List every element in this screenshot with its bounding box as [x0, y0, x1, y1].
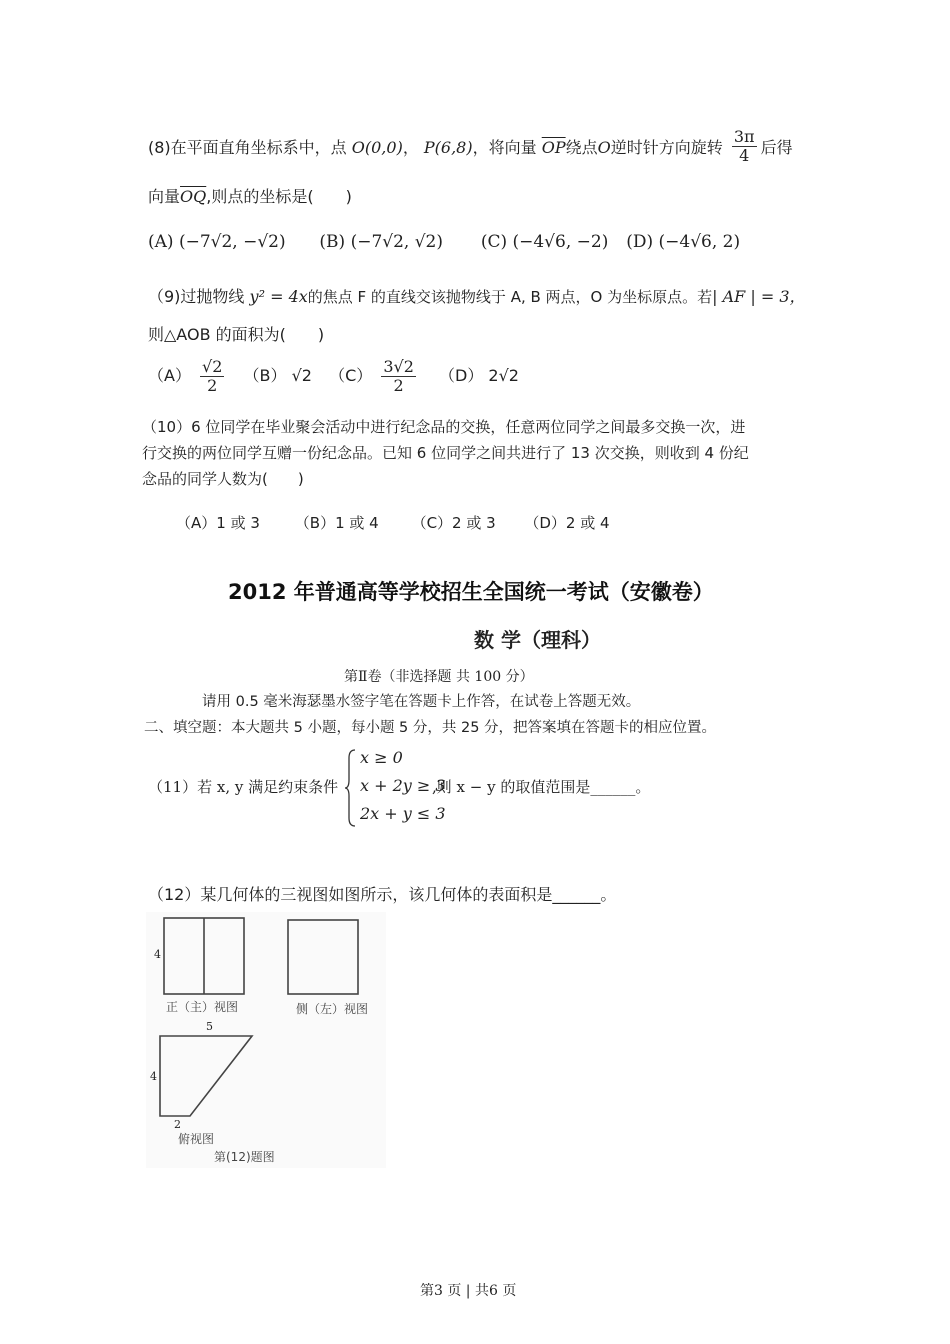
- q12-figure: [146, 912, 386, 1168]
- q9-option-c-label: （C）: [329, 366, 373, 385]
- q8-vec-oq: $\overline{OQ}$: [180, 187, 207, 206]
- q10-line3: 念品的同学人数为( ): [142, 470, 304, 488]
- q9-option-c-num: 3√2: [383, 357, 414, 376]
- q8-angle-den: 4: [739, 146, 750, 165]
- q9-line2: 则△AOB 的面积为( ): [148, 325, 325, 344]
- q9-text-b: 的焦点 F 的直线交该抛物线于 A, B 两点，O 为坐标原点。若: [307, 288, 713, 306]
- figure-caption: 第(12)题图: [214, 1150, 275, 1164]
- q8-text-e: 后得: [760, 138, 793, 157]
- q10-option-d: （D）2 或 4: [524, 514, 610, 532]
- q10-line1: （10）6 位同学在毕业聚会活动中进行纪念品的交换，任意两位同学之间最多交换一次，进: [142, 418, 746, 436]
- q9-option-a-num: √2: [202, 357, 223, 376]
- q9-option-d: （D） 2√2: [439, 366, 519, 385]
- front-view-label: 正（主）视图: [166, 1000, 239, 1014]
- q10-line2: 行交换的两位同学互赠一份纪念品。已知 6 位同学之间共进行了 13 次交换，则收到 4 份纪: [142, 444, 749, 462]
- q8-text-g: ,则点的坐标是( ): [206, 187, 352, 206]
- q8-option-b: (B) (−7√2, √2): [319, 232, 443, 252]
- q9-option-b: （B） √2: [243, 366, 312, 385]
- top-view-outline: [160, 1036, 252, 1116]
- q8-o-point: O(0,0): [351, 138, 403, 157]
- q8-options: [148, 232, 740, 252]
- q9-option-a-label: （A）: [148, 366, 191, 385]
- exam-subject: 数 学（理科）: [474, 628, 601, 652]
- q8-angle-num: 3π: [733, 127, 755, 146]
- q8-line1: (8)在平面直角坐标系中，点 O(0,0)， P(6,8)，将向量 $\overline{OP}$绕点O逆时针方向旋转 $\frac{3\pi}{4}$ 后得: [148, 127, 793, 165]
- dim-top-height: 4: [150, 1070, 157, 1083]
- q11-prefix: （11）若 x, y 满足约束条件: [148, 778, 339, 796]
- q8-text-a: (8)在平面直角坐标系中，点: [148, 138, 347, 157]
- q11-brace: [344, 748, 358, 828]
- dim-top-bottom: 2: [174, 1118, 181, 1131]
- q8-option-a: (A) (−7√2, −√2): [148, 232, 286, 252]
- q9-af: | AF | = 3，: [712, 287, 806, 306]
- exam-title: 2012 年普通高等学校招生全国统一考试（安徽卷）: [228, 580, 714, 604]
- q9-text-a: （9)过抛物线: [148, 287, 245, 306]
- q9-option-c-fraction: [381, 358, 416, 395]
- q10-options: [176, 512, 610, 533]
- q8-option-c: (C) (−4√6, −2): [480, 232, 609, 252]
- q8-option-d: (D) (−4√6, 2): [626, 232, 741, 252]
- q11-suffix: ,则 x − y 的取值范围是______。: [432, 778, 651, 796]
- top-view-label: 俯视图: [178, 1132, 215, 1146]
- q9-options: [148, 358, 519, 395]
- q11-constraint-1: x ≥ 0: [360, 748, 403, 767]
- page-footer: 第3 页 | 共6 页: [420, 1283, 517, 1299]
- q11-constraint-3: 2x + y ≤ 3: [360, 804, 446, 823]
- side-view-label: 侧（左）视图: [296, 1002, 369, 1016]
- q8-text-f: 向量: [148, 187, 181, 206]
- q8-vec-op: $\overline{OP}$: [541, 138, 566, 157]
- part2-heading: 二、填空题：本大题共 5 小题，每小题 5 分，共 25 分，把答案填在答题卡的相应位置。: [144, 720, 717, 736]
- section-title: 第Ⅱ卷（非选择题 共 100 分）: [344, 669, 534, 685]
- q10-option-c: （C）2 或 3: [411, 514, 496, 532]
- q8-o-label: O: [597, 138, 611, 157]
- q8-angle-fraction: [732, 128, 757, 165]
- q9-option-a-den: 2: [207, 376, 218, 395]
- q8-p-point: P(6,8): [423, 138, 473, 157]
- q8-text-d: 逆时针方向旋转: [610, 138, 723, 157]
- q10-option-a: （A）1 或 3: [176, 514, 260, 532]
- q9-line1: [148, 284, 806, 307]
- dim-top-width: 5: [206, 1020, 213, 1033]
- instruction: 请用 0.5 毫米海瑟墨水签字笔在答题卡上作答，在试卷上答题无效。: [202, 694, 641, 710]
- q8-text-b: ，将向量: [472, 138, 537, 157]
- q12-text: （12）某几何体的三视图如图所示，该几何体的表面积是______。: [148, 885, 617, 904]
- q9-parabola: y² = 4x: [249, 287, 308, 306]
- q8-text-c: 绕点: [565, 138, 598, 157]
- q9-option-a-fraction: [200, 358, 224, 395]
- q10-option-b: （B）1 或 4: [294, 514, 379, 532]
- q11-constraint-2: x + 2y ≥ 3: [360, 776, 446, 795]
- side-view-outline: [288, 920, 358, 994]
- q8-line2: [148, 184, 352, 207]
- q9-option-c-den: 2: [393, 376, 404, 395]
- dim-front-height: 4: [154, 948, 161, 961]
